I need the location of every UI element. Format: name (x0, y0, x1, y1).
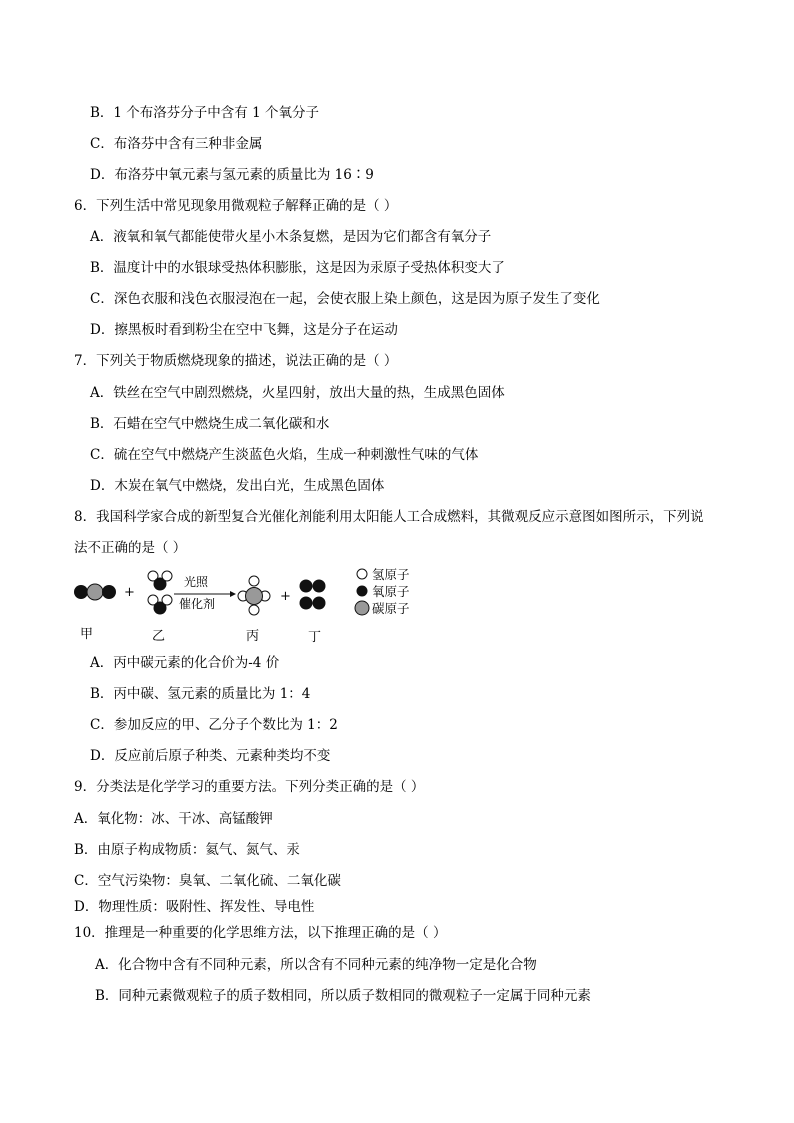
molecule-bing (238, 576, 270, 615)
q5-option-c: C．布洛芬中含有三种非金属 (90, 136, 263, 152)
q9-option-d: D．物理性质：吸附性、挥发性、导电性 (74, 899, 315, 915)
q8-stem-line2: 法不正确的是（ ） (74, 540, 187, 556)
q8-stem-line1: 8．我国科学家合成的新型复合光催化剂能利用太阳能人工合成燃料，其微观反应示意图如图所示，下列说 (74, 509, 704, 525)
plus-2: + (280, 589, 291, 604)
label-jia: 甲 (80, 627, 94, 642)
plus-1: + (124, 585, 135, 600)
q9-option-c: C．空气污染物：臭氧、二氧化硫、二氧化碳 (74, 873, 341, 889)
molecule-yi-1 (148, 571, 172, 591)
legend-oxygen: 氧原子 (372, 584, 410, 599)
molecule-yi-2 (148, 595, 172, 615)
q5-option-b: B．1 个布洛芬分子中含有 1 个氧分子 (90, 105, 319, 121)
q7-option-d: D．木炭在氧气中燃烧，发出白光，生成黑色固体 (90, 478, 385, 494)
label-bing: 丙 (246, 629, 260, 644)
condition-light: 光照 (184, 575, 209, 589)
q6-stem: 6．下列生活中常见现象用微观粒子解释正确的是（ ） (74, 198, 398, 214)
q6-option-a: A．液氧和氧气都能使带火星小木条复燃，是因为它们都含有氧分子 (90, 229, 492, 245)
q6-option-b: B．温度计中的水银球受热体积膨胀，这是因为汞原子受热体积变大了 (90, 260, 505, 276)
q5-option-d: D．布洛芬中氧元素与氢元素的质量比为 16∶9 (90, 167, 374, 183)
q8-option-b: B．丙中碳、氢元素的质量比为 1：4 (90, 686, 311, 702)
label-yi: 乙 (152, 629, 166, 644)
q8-option-d: D．反应前后原子种类、元素种类均不变 (90, 748, 331, 764)
label-ding: 丁 (308, 630, 322, 645)
q9-stem: 9．分类法是化学学习的重要方法。下列分类正确的是（ ） (74, 779, 425, 795)
q7-option-c: C．硫在空气中燃烧产生淡蓝色火焰，生成一种刺激性气味的气体 (90, 447, 479, 463)
q10-option-a: A．化合物中含有不同种元素，所以含有不同种元素的纯净物一定是化合物 (95, 957, 537, 973)
molecule-jia (74, 584, 116, 600)
q8-option-c: C．参加反应的甲、乙分子个数比为 1：2 (90, 717, 338, 733)
condition-catalyst: 催化剂 (179, 597, 216, 611)
q10-option-b: B．同种元素微观粒子的质子数相同，所以质子数相同的微观粒子一定属于同种元素 (95, 988, 591, 1004)
q6-option-d: D．擦黑板时看到粉尘在空中飞舞，这是分子在运动 (90, 322, 398, 338)
q9-option-b: B．由原子构成物质：氦气、氮气、汞 (74, 842, 300, 858)
q8-option-a: A．丙中碳元素的化合价为-4 价 (90, 655, 280, 671)
legend (355, 567, 410, 616)
legend-carbon: 碳原子 (372, 601, 410, 616)
q10-stem: 10．推理是一种重要的化学思维方法，以下推理正确的是（ ） (74, 925, 447, 941)
q7-option-b: B．石蜡在空气中燃烧生成二氧化碳和水 (90, 416, 330, 432)
molecule-ding (300, 580, 326, 610)
legend-hydrogen: 氢原子 (372, 567, 410, 582)
reaction-diagram (68, 566, 428, 648)
q6-option-c: C．深色衣服和浅色衣服浸泡在一起，会使衣服上染上颜色，这是因为原子发生了变化 (90, 291, 600, 307)
q7-option-a: A．铁丝在空气中剧烈燃烧，火星四射，放出大量的热，生成黑色固体 (90, 385, 505, 401)
q9-option-a: A．氧化物：冰、干冰、高锰酸钾 (74, 811, 273, 827)
q7-stem: 7．下列关于物质燃烧现象的描述，说法正确的是（ ） (74, 353, 398, 369)
